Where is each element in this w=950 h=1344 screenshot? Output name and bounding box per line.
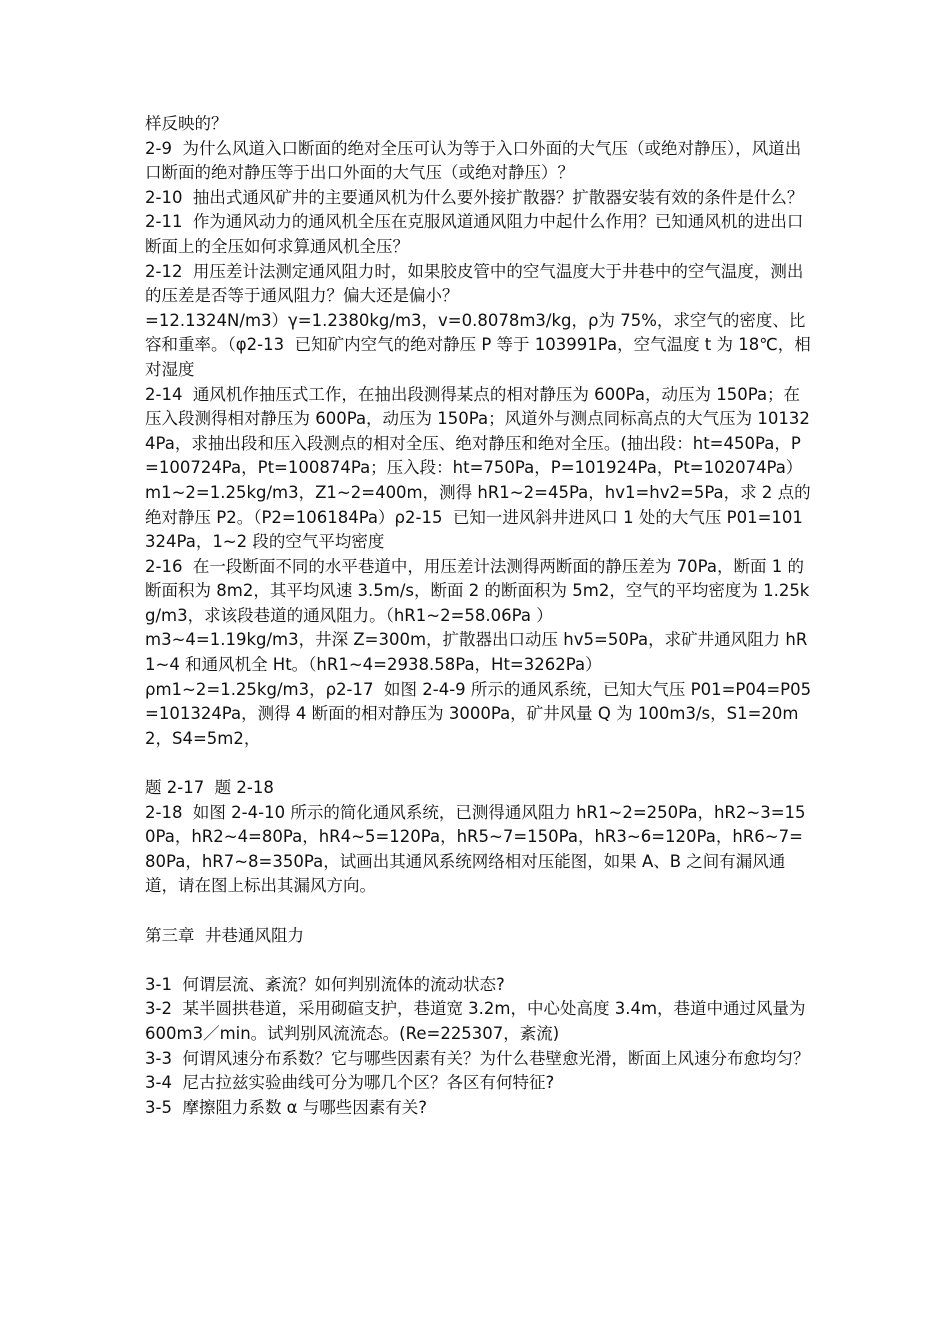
blank-line xyxy=(145,899,813,924)
question-3-1: 3-1 何谓层流、紊流？如何判别流体的流动状态? xyxy=(145,974,505,994)
question-3-3: 3-3 何谓风速分布系数？它与哪些因素有关？为什么巷壁愈光滑，断面上风速分布愈均匀？ xyxy=(145,1048,810,1068)
figure-caption-line: 题 2-17 题 2-18 xyxy=(145,778,274,798)
blank-line xyxy=(145,751,813,776)
question-2-18: 2-18 如图 2-4-10 所示的简化通风系统，已测得通风阻力 hR1~2=250Pa，hR2~3=150Pa，hR2~4=80Pa，hR4~5=120Pa，hR5~7=150Pa，hR3~6=120Pa，hR6~7=80Pa，hR7~8=350Pa，试画出其通风系统网络相对压能图，如果 A、B 之间有漏风通道，请在图上标出其漏风方向。 xyxy=(145,802,806,896)
question-3-5: 3-5 摩擦阻力系数 α 与哪些因素有关? xyxy=(145,1097,428,1117)
question-2-14: 2-14 通风机作抽压式工作，在抽出段测得某点的相对静压为 600Pa，动压为 150Pa；在压入段测得相对静压为 600Pa，动压为 150Pa；风道外与测点同标高点的大气压为 101324Pa，求抽出段和压入段测点的相对全压、绝对静压和绝对全压。(抽出段：ht=450Pa，P=100724Pa，Pt=100874Pa；压入段：ht=750Pa，P=101924Pa，Pt=102074Pa） xyxy=(145,384,810,478)
question-2-17: ρm1~2=1.25kg/m3，ρ2-17 如图 2-4-9 所示的通风系统，已知大气压 P01=P04=P05=101324Pa，测得 4 断面的相对静压为 3000Pa，矿井风量 Q 为 100m3/s，S1=20m2，S4=5m2， xyxy=(145,679,812,748)
question-2-15: m1~2=1.25kg/m3，Z1~2=400m，测得 hR1~2=45Pa，hv1=hv2=5Pa，求 2 点的绝对静压 P2。（P2=106184Pa）ρ2-15 已知一进风斜井进风口 1 处的大气压 P01=101324Pa，1~2 段的空气平均密度 xyxy=(145,482,811,552)
question-2-12: 2-12 用压差计法测定通风阻力时，如果胶皮管中的空气温度大于井巷中的空气温度，测出的压差是否等于通风阻力？偏大还是偏小？ xyxy=(145,261,804,306)
question-2-13: =12.1324N/m3）γ=1.2380kg/m3，v=0.8078m3/kg，ρ为 75%，求空气的密度、比容和重率。（φ2-13 已知矿内空气的绝对静压 P 等于 103991Pa，空气温度 t 为 18℃，相对湿度 xyxy=(145,310,811,379)
question-3-2: 3-2 某半圆拱巷道，采用砌碹支护，巷道宽 3.2m，中心处高度 3.4m，巷道中通过风量为 600m3／min。试判别风流流态。(Re=225307，紊流) xyxy=(145,999,811,1043)
question-2-9: 2-9 为什么风道入口断面的绝对全压可认为等于入口外面的大气压（或绝对静压），风道出口断面的绝对静压等于出口外面的大气压（或绝对静压）？ xyxy=(145,138,802,183)
question-2-16-continued: m3~4=1.19kg/m3，井深 Z=300m，扩散器出口动压 hv5=50Pa，求矿井通风阻力 hR1~4 和通风机全 Ht。（hR1~4=2938.58Pa，Ht=3262Pa） xyxy=(145,630,808,675)
blank-line xyxy=(145,948,813,973)
question-3-4: 3-4 尼古拉兹实验曲线可分为哪几个区？各区有何特征? xyxy=(145,1073,555,1093)
question-2-11: 2-11 作为通风动力的通风机全压在克服风道通风阻力中起什么作用？已知通风机的进出口断面上的全压如何求算通风机全压？ xyxy=(145,212,804,256)
paragraph-continuation: 样反映的？ xyxy=(145,114,228,133)
chapter-heading: 第三章 井巷通风阻力 xyxy=(145,925,304,945)
question-2-16: 2-16 在一段断面不同的水平巷道中，用压差计法测得两断面的静压差为 70Pa，断面 1 的断面积为 8m2，其平均风速 3.5m/s，断面 2 的断面积为 5m2，空气的平均密度为 1.25kg/m3，求该段巷道的通风阻力。（hR1~2=58.06Pa ） xyxy=(145,556,810,625)
question-2-10: 2-10 抽出式通风矿井的主要通风机为什么要外接扩散器？扩散器安装有效的条件是什么？ xyxy=(145,187,804,207)
document-body xyxy=(145,112,813,1120)
